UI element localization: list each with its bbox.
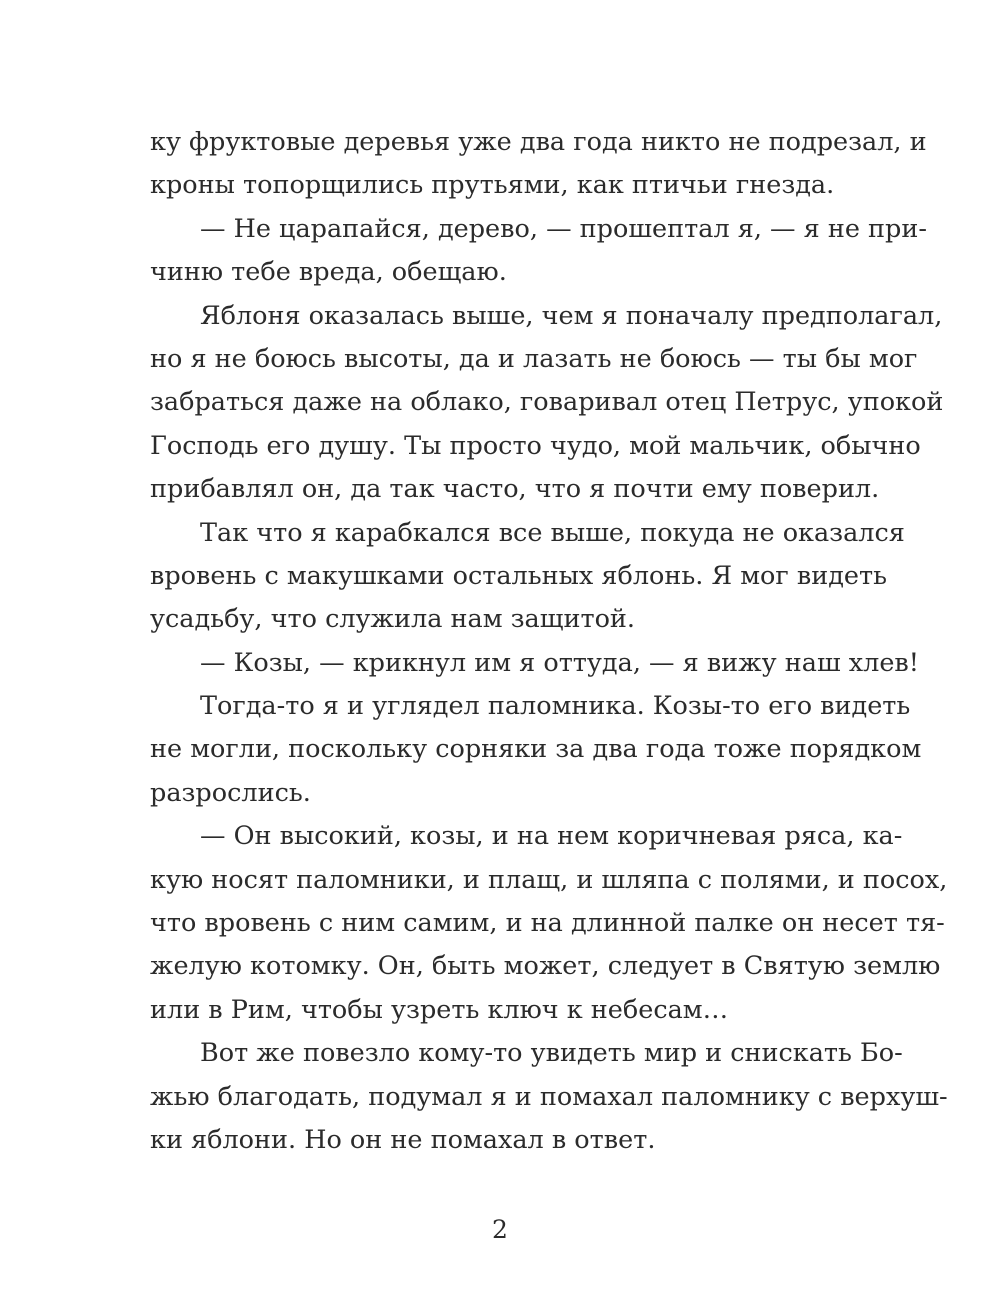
text-line: Тогда-то я и углядел паломника. Козы-то его видеть [200, 691, 911, 722]
text-line: забраться даже на облако, говаривал отец Петрус, упокой [150, 387, 944, 418]
text-line: — Козы, — крикнул им я оттуда, — я вижу наш хлев! [200, 647, 920, 678]
text-line: Яблоня оказалась выше, чем я поначалу предполагал, [200, 300, 943, 331]
text-line: кую носят паломники, и плащ, и шляпа с полями, и посох, [150, 864, 948, 895]
page-number: 2 [492, 1215, 508, 1244]
text-line: прибавлял он, да так часто, что я почти ему поверил. [150, 474, 880, 505]
body-text [150, 121, 948, 1162]
text-line: кроны топорщились прутьями, как птичьи гнезда. [150, 170, 835, 201]
text-line: жью благодать, подумал я и помахал паломнику с верхуш- [150, 1081, 948, 1112]
text-line: чиню тебе вреда, обещаю. [150, 257, 507, 288]
text-line: — Он высокий, козы, и на нем коричневая ряса, ка- [200, 821, 903, 852]
text-line: желую котомку. Он, быть может, следует в Святую землю [150, 951, 941, 982]
text-line: разрослись. [150, 777, 311, 808]
text-line: но я не боюсь высоты, да и лазать не боюсь — ты бы мог [150, 343, 918, 374]
text-line: не могли, поскольку сорняки за два года тоже порядком [150, 734, 922, 765]
text-line: вровень с макушками остальных яблонь. Я мог видеть [150, 560, 887, 591]
text-line: что вровень с ним самим, и на длинной палке он несет тя- [150, 908, 945, 939]
text-line: — Не царапайся, дерево, — прошептал я, — я не при- [200, 213, 927, 244]
text-line: усадьбу, что служила нам защитой. [150, 604, 636, 635]
text-line: Господь его душу. Ты просто чудо, мой мальчик, обычно [150, 430, 921, 461]
text-line: ки яблони. Но он не помахал в ответ. [150, 1124, 656, 1155]
text-line: ку фруктовые деревья уже два года никто не подрезал, и [150, 127, 927, 157]
text-line: Так что я карабкался все выше, покуда не оказался [200, 517, 905, 548]
text-line: Вот же повезло кому-то увидеть мир и снискать Бо- [200, 1038, 903, 1069]
text-line: или в Рим, чтобы узреть ключ к небесам… [150, 994, 729, 1025]
